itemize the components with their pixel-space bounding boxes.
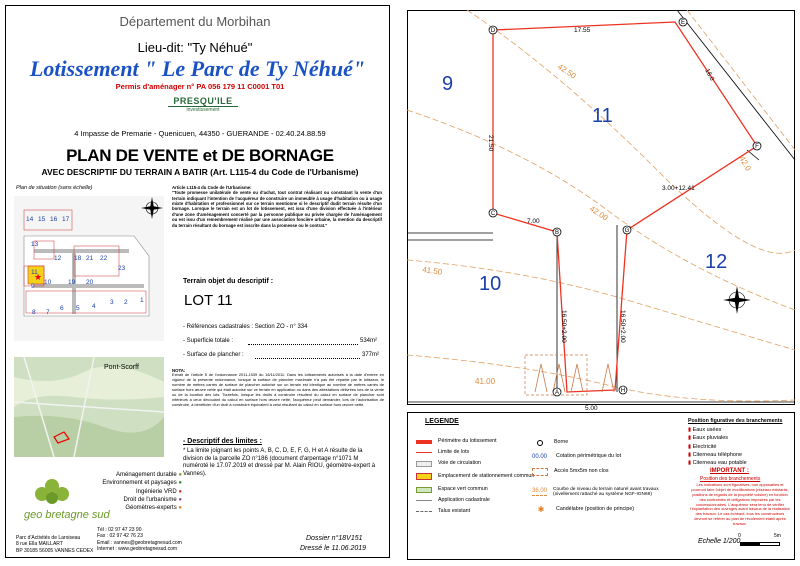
plan-lot-9: 9 bbox=[442, 73, 454, 95]
presquile-logo-text: PRESQU'ILE bbox=[168, 96, 238, 107]
service-item: Géomètres-experts ● bbox=[125, 505, 182, 512]
point-f: F bbox=[755, 144, 759, 150]
lot-limit-swatch bbox=[416, 452, 432, 453]
service-item: Aménagement durable ● bbox=[115, 472, 182, 478]
department-title: Département du Morbihan bbox=[119, 14, 271, 29]
sit-lot-9: 9 bbox=[31, 283, 35, 290]
scale-label: Echelle 1/200 bbox=[698, 538, 741, 545]
sit-lot-17: 17 bbox=[62, 216, 70, 223]
plan-lot-10: 10 bbox=[479, 273, 502, 295]
legend-item: ✱ Candélabre (position de principe) bbox=[532, 504, 682, 516]
legend-item: Périmètre du lotissement bbox=[416, 436, 546, 447]
contour-4150: 41.50 bbox=[421, 265, 443, 277]
sit-lot-15: 15 bbox=[38, 216, 46, 223]
sit-lot-13: 13 bbox=[31, 241, 39, 248]
article-title: Article L115-4 du Code de l'Urbanisme: bbox=[172, 185, 252, 190]
lot-number: LOT 11 bbox=[184, 292, 233, 309]
sit-lot-4: 4 bbox=[92, 303, 96, 310]
point-h: H bbox=[620, 388, 626, 394]
parking-swatch bbox=[416, 473, 432, 480]
svg-text:★: ★ bbox=[34, 273, 43, 283]
cadastral-swatch bbox=[416, 500, 432, 501]
branch-item: ▮ Electricité bbox=[688, 443, 717, 450]
point-d: D bbox=[490, 28, 496, 34]
compass-icon bbox=[723, 286, 751, 314]
legend-item: Borne bbox=[532, 436, 682, 450]
sit-lot-16: 16 bbox=[50, 216, 58, 223]
permis-number: Permis d'aménager n° PA 056 179 11 C0001 T01 bbox=[115, 82, 285, 91]
refs-cadastrales: - Références cadastrales : Section ZO - n° 334 bbox=[183, 324, 308, 330]
company-address: Parc d'Activités de Laroiseau 8 rue Ella MAILLART BP 30185 56005 VANNES CEDEX bbox=[16, 535, 94, 554]
legend-left bbox=[416, 436, 546, 517]
sit-lot-6: 6 bbox=[60, 305, 64, 312]
nota-block bbox=[172, 368, 384, 407]
point-g: G bbox=[624, 228, 630, 234]
legend-item: Application cadastrale bbox=[416, 495, 546, 506]
terrain-label: Terrain objet du descriptif : bbox=[183, 278, 274, 285]
borne-icon bbox=[537, 440, 543, 446]
sit-lot-14: 14 bbox=[26, 216, 34, 223]
legend-item: Limite de lots bbox=[416, 447, 546, 458]
talus-swatch bbox=[416, 511, 432, 512]
sit-lot-18: 18 bbox=[74, 255, 82, 262]
developer-address: 4 Impasse de Premarie - Quenicuen, 44350 - GUERANDE - 02.40.24.88.59 bbox=[74, 129, 326, 138]
nota-text: Extrait de l'article 5 de l'ordonnance 2011-1539 du 16/11/2011: Dans les lotissements autorisés à la date d'entrée en vigueur de la présente ordonnance, lorsque la surface de plancher maximale n'a pas été répartie par le lotisseur, le nombre de mètres carrés de surface de plancher autorisé sur un terrain est identique au nombre de mètres carrés de surface hors œuvre nette qui était autorisé sur ce terrain en application ou dans des attestations délivrées lors de la vente ou de la location des lots. Toutefois, lorsque les droits à construire résultent du calcul en surface de plancher sont inférieurs à ceux découlant du calcul en surface hors œuvre nette, l'acquéreur peut demander, lors de l'autorisation de construire, à bénéficier d'un droit à construire équivalent à celui résultant du calcul en surface hors œuvre nette. bbox=[172, 372, 384, 407]
dim-cd: 21.50 bbox=[487, 135, 494, 152]
geo-logo-text: geo bretagne sud bbox=[24, 509, 110, 521]
dossier-number: Dossier n°18V151 bbox=[306, 535, 363, 542]
fax: Fax : 02 97 42 76 23 bbox=[97, 533, 143, 540]
services-list bbox=[72, 471, 182, 512]
sit-lot-22: 22 bbox=[100, 255, 108, 262]
scale-zero: 0 bbox=[738, 533, 741, 539]
plancher-dots bbox=[255, 352, 360, 359]
aerial-map bbox=[14, 357, 164, 457]
dim-bc: 7.00 bbox=[527, 218, 540, 225]
important-subtitle: Position des branchements bbox=[700, 476, 761, 482]
sit-lot-11: 11 bbox=[31, 269, 38, 276]
legend-item: 00.00 Cotation périmétrique du lot bbox=[532, 453, 622, 460]
website: Internet : www.geobretagnesud.com bbox=[97, 545, 178, 552]
contact-block bbox=[97, 527, 182, 552]
plancher-value: 377m² bbox=[362, 352, 380, 358]
contour-4200: 42.00 bbox=[587, 204, 610, 223]
dim-ef: 16.0 bbox=[703, 67, 716, 83]
perimeter-swatch bbox=[416, 440, 432, 444]
sit-lot-10: 10 bbox=[44, 279, 52, 286]
plan-subtitle: AVEC DESCRIPTIF DU TERRAIN A BATIR (Art. L115-4 du Code de l'Urbanisme) bbox=[41, 167, 359, 177]
branchements-list bbox=[688, 426, 747, 467]
sit-lot-1: 1 bbox=[140, 297, 144, 304]
superficie-dots bbox=[248, 338, 358, 345]
superficie-label: - Superficie totale : bbox=[183, 338, 234, 344]
legend-item: Emplacement de stationnement commun bbox=[416, 469, 546, 484]
article-text: "Toute promesse unilatérale de vente ou d'achat, tout contrat réalisant ou constatant la vente d'un terrain indiquant l'intention de l'acquéreur de construire un immeuble à usage d'habitation ou à usage mixte d'habitation et professionnel sur ce terrain mentionne si le descriptif dudit terrain résulte d'un bornage. Lorsque le terrain est un lot de lotissement, est issu d'une division effectuée à l'intérieur d'une zone d'aménagement concerté par la personne publique ou privée chargée de l'aménagement ou est issu d'un remembrement réalisé par une association foncière urbaine, la mention du descriptif du terrain résultant du bornage est inscrite dans la promesse ou le contrat." bbox=[172, 190, 382, 228]
presquile-logo bbox=[168, 96, 238, 118]
legend-item: 36.00 Courbe de niveau du terrain naturel avant travaux (nivellement rattaché au système NGF-IGN69) bbox=[532, 486, 659, 497]
point-b: B bbox=[554, 230, 560, 236]
sit-lot-7: 7 bbox=[46, 309, 50, 316]
contour-420: 42.0 bbox=[737, 154, 753, 173]
map-label: Pont-Scorff bbox=[104, 364, 139, 371]
dim-ah: 5.00 bbox=[585, 405, 598, 412]
lotissement-title: Lotissement " Le Parc de Ty Néhué" bbox=[29, 56, 366, 81]
legend-mid bbox=[532, 436, 682, 516]
email: Email : vannes@geobretagnesud.com bbox=[97, 539, 182, 546]
compass-small-icon bbox=[140, 196, 164, 220]
dim-ab: 16.50+2.00 bbox=[560, 310, 567, 343]
plan-lot-11: 11 bbox=[592, 105, 613, 127]
point-a: A bbox=[554, 390, 560, 396]
scale-five: 5m bbox=[774, 533, 781, 539]
sit-lot-2: 2 bbox=[124, 299, 128, 306]
article-block bbox=[172, 185, 382, 228]
sit-lot-20: 20 bbox=[86, 279, 94, 286]
limites-title: - Descriptif des limites : bbox=[183, 438, 262, 445]
green-space-swatch bbox=[416, 487, 432, 493]
access-swatch bbox=[532, 468, 548, 476]
legend-item: Espace vert commun bbox=[416, 484, 546, 495]
legend-item: Voie de circulation bbox=[416, 458, 546, 469]
sit-lot-5: 5 bbox=[76, 305, 80, 312]
plan-title: PLAN DE VENTE et DE BORNAGE bbox=[66, 146, 334, 165]
sit-lot-21: 21 bbox=[86, 255, 94, 262]
nota-title: NOTA: bbox=[172, 368, 186, 373]
lieu-dit: Lieu-dit: "Ty Néhué" bbox=[137, 40, 253, 55]
road-swatch bbox=[416, 461, 432, 467]
candelabre-icon: ✱ bbox=[537, 504, 545, 514]
superficie-value: 534m² bbox=[360, 338, 378, 344]
branch-item: ▮ Citerneau téléphone bbox=[688, 451, 743, 458]
dim-gh: 16.50+2.00 bbox=[619, 310, 626, 343]
service-item: Droit de l'urbanisme ● bbox=[123, 496, 182, 503]
scale-bar bbox=[740, 542, 780, 546]
contour-4100: 41.00 bbox=[475, 377, 496, 386]
situation-label: Plan de situation (sans échelle) bbox=[16, 185, 93, 191]
legend-title: LEGENDE bbox=[425, 418, 459, 425]
sit-lot-3: 3 bbox=[110, 299, 114, 306]
tel: Tél : 02 97 47 23 90 bbox=[97, 527, 142, 533]
legend-item: Talus existant bbox=[416, 506, 546, 517]
sit-lot-23: 23 bbox=[118, 265, 126, 272]
presquile-logo-sub: investissement bbox=[186, 107, 220, 113]
service-item: Ingénierie VRD ● bbox=[136, 488, 182, 495]
important-text: Les indications sont figuratives, non opposables et pourront faire l'objet de modifications (réseaux existants, positions de regards de la propriété voisine) en fonction des contraintes et obligations imposées par les concessionnaires. L'acquéreur sera tenu de vérifier l'implantation des ouvrages avant travaux de la réalisation des travaux. Le cas échéant, tous les constructeurs devront se référer au plan de récolement établi après travaux. bbox=[690, 482, 790, 526]
plancher-label: - Surface de plancher : bbox=[183, 352, 244, 358]
dim-de: 17.55 bbox=[574, 27, 591, 34]
service-item: Environnement et paysages ● bbox=[102, 480, 182, 487]
branchements-title: Position figurative des branchements bbox=[688, 418, 783, 424]
legend-item: Accès 5mx5m non clos bbox=[532, 464, 682, 480]
sit-lot-8: 8 bbox=[32, 309, 36, 316]
plan-date: Dressé le 11.06.2019 bbox=[300, 545, 367, 552]
point-e: E bbox=[680, 20, 686, 26]
important-title: IMPORTANT : bbox=[710, 468, 749, 474]
plan-lot-12: 12 bbox=[705, 251, 728, 273]
branch-item: ▮ Eaux usées bbox=[688, 427, 722, 433]
geo-bretagne-logo bbox=[22, 472, 110, 524]
point-c: C bbox=[490, 211, 496, 217]
branch-item: ▮ Eaux pluviales bbox=[688, 435, 729, 442]
limites-text: * La limite joignant les points A, B, C, D, E, F, G, H et A résulte de la division de la parcelle ZO n°186 (document d'arpentage n°1071 M numéroté le 17.07.2019 et dressé par M. Alain RIOU, géomètre-expert à Vannes). bbox=[183, 448, 376, 477]
cadastral-plan bbox=[407, 10, 795, 412]
branch-item: ▮ Citerneau eau potable bbox=[688, 460, 747, 466]
contour-4250: 42.50 bbox=[555, 62, 578, 81]
dim-fg: 3.00+12.41 bbox=[662, 185, 695, 192]
sit-lot-19: 19 bbox=[68, 279, 76, 286]
sit-lot-12: 12 bbox=[54, 255, 62, 262]
